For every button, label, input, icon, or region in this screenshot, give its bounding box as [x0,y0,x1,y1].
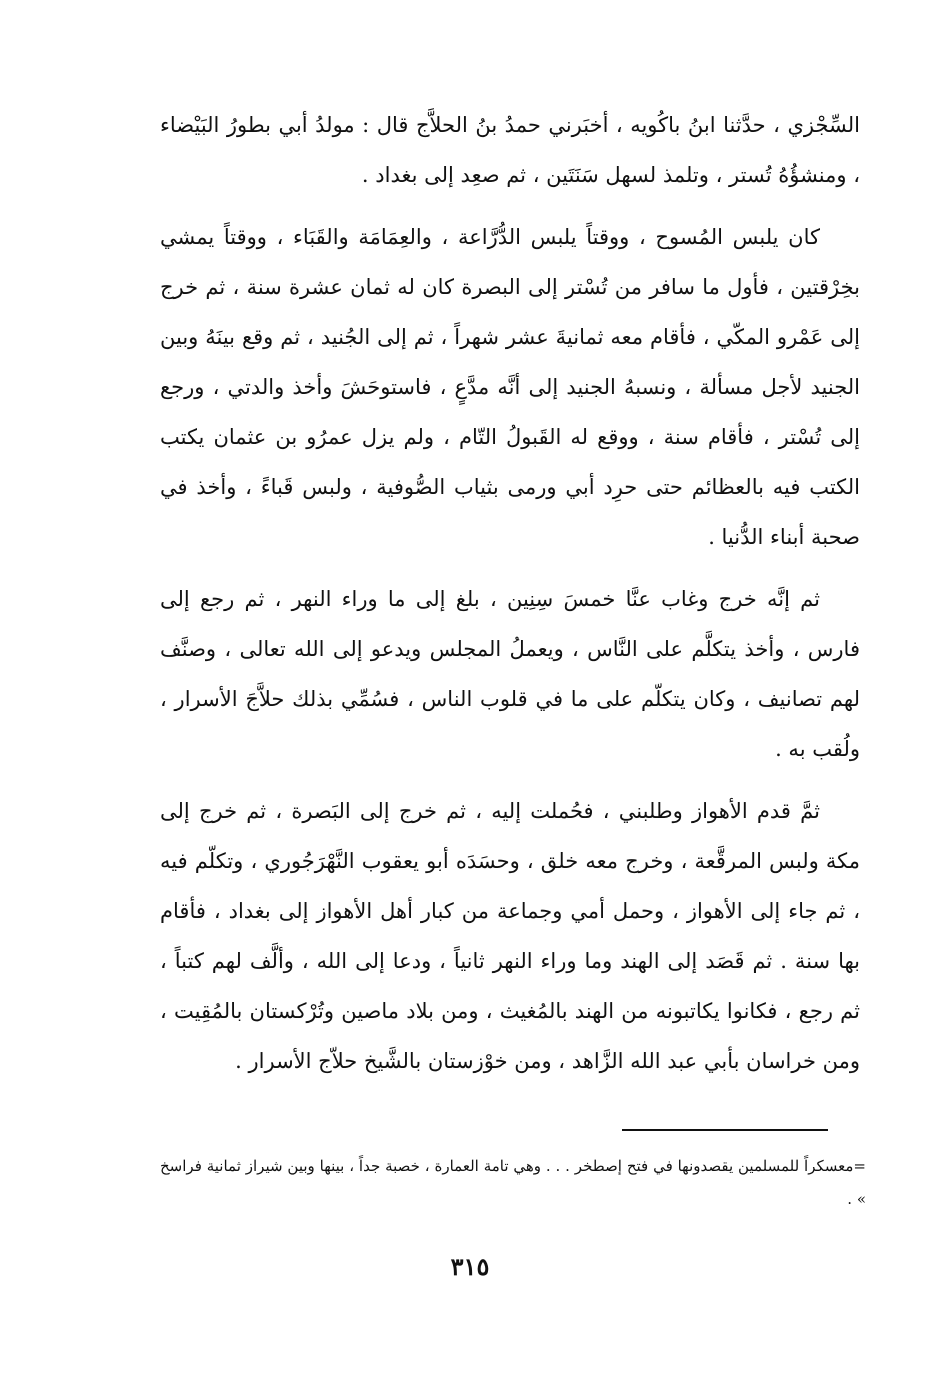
paragraph-3: ثم إنَّه خرج وغاب عنَّا خمسَ سِنِين ، بلغ إلى ما وراء النهر ، ثم رجع إلى فارس ، وأخذ يتكلَّم على النَّاس ، ويعملُ المجلس ويدعو إلى الله تعالى ، وصنَّف لهم تصانيف ، وكان يتكلّم على ما في قلوب الناس ، فسُمِّي بذلك حلاَّجَ الأسرار ، ولُقب به . [160,587,860,761]
footnote-text: =معسكراً للمسلمين يقصدونها في فتح إصطخر . . . وهي تامة العمارة ، خصبة جداً ، بينها وبين شيراز ثمانية فراسخ » . [160,1157,866,1208]
paragraph-1: السِّجْزي ، حدَّثنا ابنُ باكُويه ، أخبَرني حمدُ بنُ الحلاَّج قال : مولدُ أبي بطورُ البَيْضاء ، ومنشؤُهُ تُستر ، وتلمذ لسهل سَنَتَين ، ثم صعِد إلى بغداد . [160,113,860,187]
footnote [160,1150,866,1216]
page-number: ٣١٥ [450,1252,490,1281]
paragraph-4: ثمَّ قدم الأهواز وطلبني ، فحُملت إليه ، ثم خرج إلى البَصرة ، ثم خرج إلى مكة ولبس المرقَّعة ، وخرج معه خلق ، وحسَدَه أبو يعقوب النَّهْرَجُوري ، وتكلّم فيه ، ثم جاء إلى الأهواز ، وحمل أمي وجماعة من كبار أهل الأهواز إلى بغداد ، فأقام بها سنة . ثم قَصَد إلى الهند وما وراء النهر ثانياً ، ودعا إلى الله ، وألَّف لهم كتباً ، ثم رجع ، فكانوا يكاتبونه من الهند بالمُغيث ، ومن بلاد ماصين وتُرْكستان بالمُقِيت ، ومن خراسان بأبي عبد الله الزَّاهد ، ومن خوْزستان بالشَّيخ حلاّج الأسرار . [160,799,860,1073]
paragraph-2: كان يلبس المُسوح ، ووقتاً يلبس الدُّرَّاعة ، والعِمَامَة والقَبَاء ، ووقتاً يمشي بخِرْقتين ، فأول ما سافر من تُسْتر إلى البصرة كان له ثمان عشرة سنة ، ثم خرج إلى عَمْرو المكّي ، فأقام معه ثمانيةَ عشر شهراً ، ثم إلى الجُنيد ، ثم وقع بينَهُ وبين الجنيد لأجل مسألة ، ونسبهُ الجنيد إلى أنَّه مدَّعٍ ، فاستوحَشَ وأخذ والدتي ، ورجع إلى تُسْتر ، فأقام سنة ، ووقع له القَبولُ التّام ، ولم يزل عمرُو بن عثمان يكتب الكتب فيه بالعظائم حتى حرِد أبي ورمى بثياب الصُّوفية ، ولبس قَباءً ، وأخذ في صحبة أبناء الدُّنيا . [160,225,860,549]
main-text [160,100,860,1086]
footnote-separator [622,1129,828,1131]
